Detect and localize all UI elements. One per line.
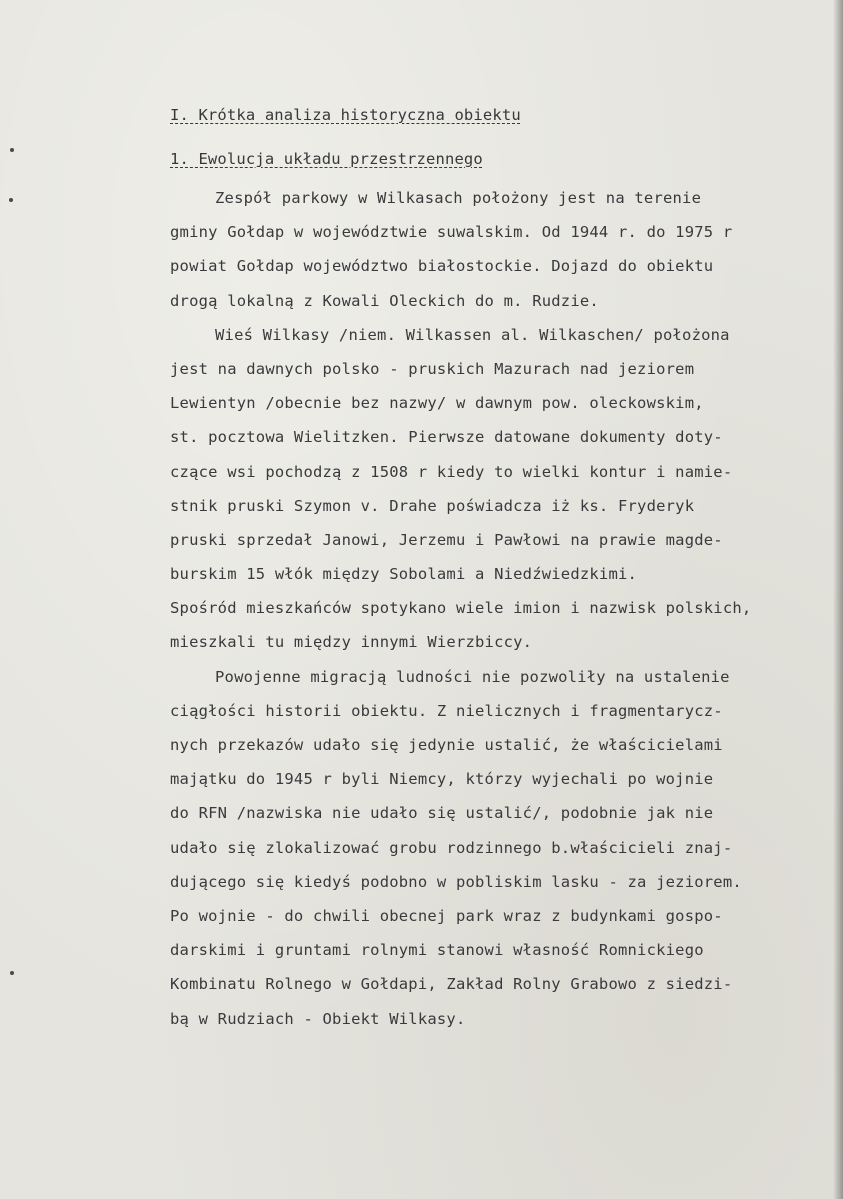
text-line: Spośród mieszkańców spotykano wiele imion i nazwisk polskich, [170,599,752,618]
text-line: ciągłości historii obiektu. Z nielicznych i fragmentarycz- [170,701,723,720]
text-line: Po wojnie - do chwili obecnej park wraz z budynkami gospo- [170,906,723,925]
text-line: darskimi i gruntami rolnymi stanowi własność Romnickiego [170,941,704,960]
text-line: udało się zlokalizować grobu rodzinnego b.właścicieli znaj- [170,838,733,857]
page-edge-shadow [833,0,843,1199]
text-line: Kombinatu Rolnego w Gołdapi, Zakład Rolny Grabowo z siedzi- [170,975,733,994]
text-line: nych przekazów udało się jedynie ustalić, że właścicielami [170,736,723,754]
text-line: pruski sprzedał Janowi, Jerzemu i Pawłowi na prawie magde- [170,530,723,549]
text-line: czące wsi pochodzą z 1508 r kiedy to wielki kontur i namie- [170,462,733,481]
text-line: jest na dawnych polsko - pruskich Mazurach nad jeziorem [170,359,695,378]
text-line: stnik pruski Szymon v. Drahe poświadcza iż ks. Fryderyk [170,496,695,515]
text-line: drogą lokalną z Kowali Oleckich do m. Rudzie. [170,291,599,310]
punch-hole-mark [9,198,13,202]
text-line: gminy Gołdap w województwie suwalskim. Od 1944 r. do 1975 r [170,223,733,242]
punch-hole-mark [10,148,14,152]
text-line: do RFN /nazwiska nie udało się ustalić/, podobnie jak nie [170,804,714,823]
text-line: majątku do 1945 r byli Niemcy, którzy wyjechali po wojnie [170,770,714,789]
text-line: burskim 15 włók między Sobolami a Niedźwiedzkimi. [170,565,638,584]
text-line: Powojenne migracją ludności nie pozwoliły na ustalenie [215,667,730,686]
text-line: Zespół parkowy w Wilkasach położony jest na terenie [215,189,702,207]
paragraph [170,660,820,1036]
text-line: Lewientyn /obecnie bez nazwy/ w dawnym pow. oleckowskim, [170,394,704,413]
paragraph [170,318,820,660]
text-line: dującego się kiedyś podobno w pobliskim lasku - za jeziorem. [170,872,742,891]
text-line: st. pocztowa Wielitzken. Pierwsze datowane dokumenty doty- [170,428,723,447]
body-text [170,181,820,1036]
section-heading: I. Krótka analiza historyczna obiektu [170,106,521,124]
text-line: powiat Gołdap województwo białostockie. Dojazd do obiektu [170,257,714,276]
text-line: mieszkali tu między innymi Wierzbiccy. [170,633,533,652]
subsection-heading: 1. Ewolucja układu przestrzennego [170,150,483,168]
paragraph [170,181,820,318]
text-line: Wieś Wilkasy /niem. Wilkassen al. Wilkaschen/ położona [215,325,730,344]
punch-hole-mark [10,971,14,975]
text-line: bą w Rudziach - Obiekt Wilkasy. [170,1009,466,1028]
